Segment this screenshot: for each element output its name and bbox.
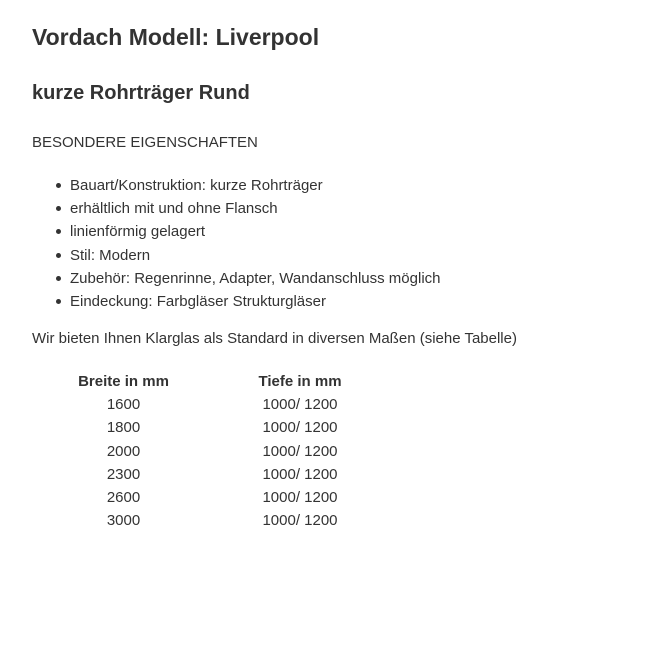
cell-breite: 3000 [106, 512, 141, 530]
page-title: Vordach Modell: Liverpool [32, 24, 320, 50]
table-row [52, 393, 370, 416]
cell-breite: 2300 [106, 465, 141, 483]
feature-item: linienförmig gelagert [70, 220, 441, 243]
table-row [52, 416, 370, 439]
cell-tiefe: 1000/ 1200 [262, 489, 338, 507]
intro-text: Wir bieten Ihnen Klarglas als Standard in diversen Maßen (siehe Tabelle) [32, 330, 517, 347]
header-breite: Breite in mm [78, 373, 169, 391]
cell-breite: 1600 [106, 396, 141, 414]
feature-list [32, 174, 441, 313]
table-row [52, 463, 370, 486]
cell-tiefe: 1000/ 1200 [262, 512, 338, 530]
feature-item: erhältlich mit und ohne Flansch [70, 197, 441, 220]
feature-item: Zubehör: Regenrinne, Adapter, Wandanschluss möglich [70, 267, 441, 290]
page-subtitle: kurze Rohrträger Rund [32, 82, 250, 104]
section-heading: BESONDERE EIGENSCHAFTEN [32, 134, 258, 151]
feature-item: Bauart/Konstruktion: kurze Rohrträger [70, 174, 441, 197]
cell-breite: 2000 [106, 442, 141, 460]
feature-item: Stil: Modern [70, 244, 441, 267]
table-header-row [52, 370, 370, 393]
feature-item: Eindeckung: Farbgläser Strukturgläser [70, 290, 441, 313]
cell-tiefe: 1000/ 1200 [262, 465, 338, 483]
cell-tiefe: 1000/ 1200 [262, 442, 338, 460]
cell-tiefe: 1000/ 1200 [262, 419, 338, 437]
table-row [52, 486, 370, 509]
table-row [52, 509, 370, 532]
table-row [52, 440, 370, 463]
cell-breite: 2600 [106, 489, 141, 507]
size-table [52, 370, 370, 532]
cell-tiefe: 1000/ 1200 [262, 396, 338, 414]
header-tiefe: Tiefe in mm [258, 373, 342, 391]
cell-breite: 1800 [106, 419, 141, 437]
